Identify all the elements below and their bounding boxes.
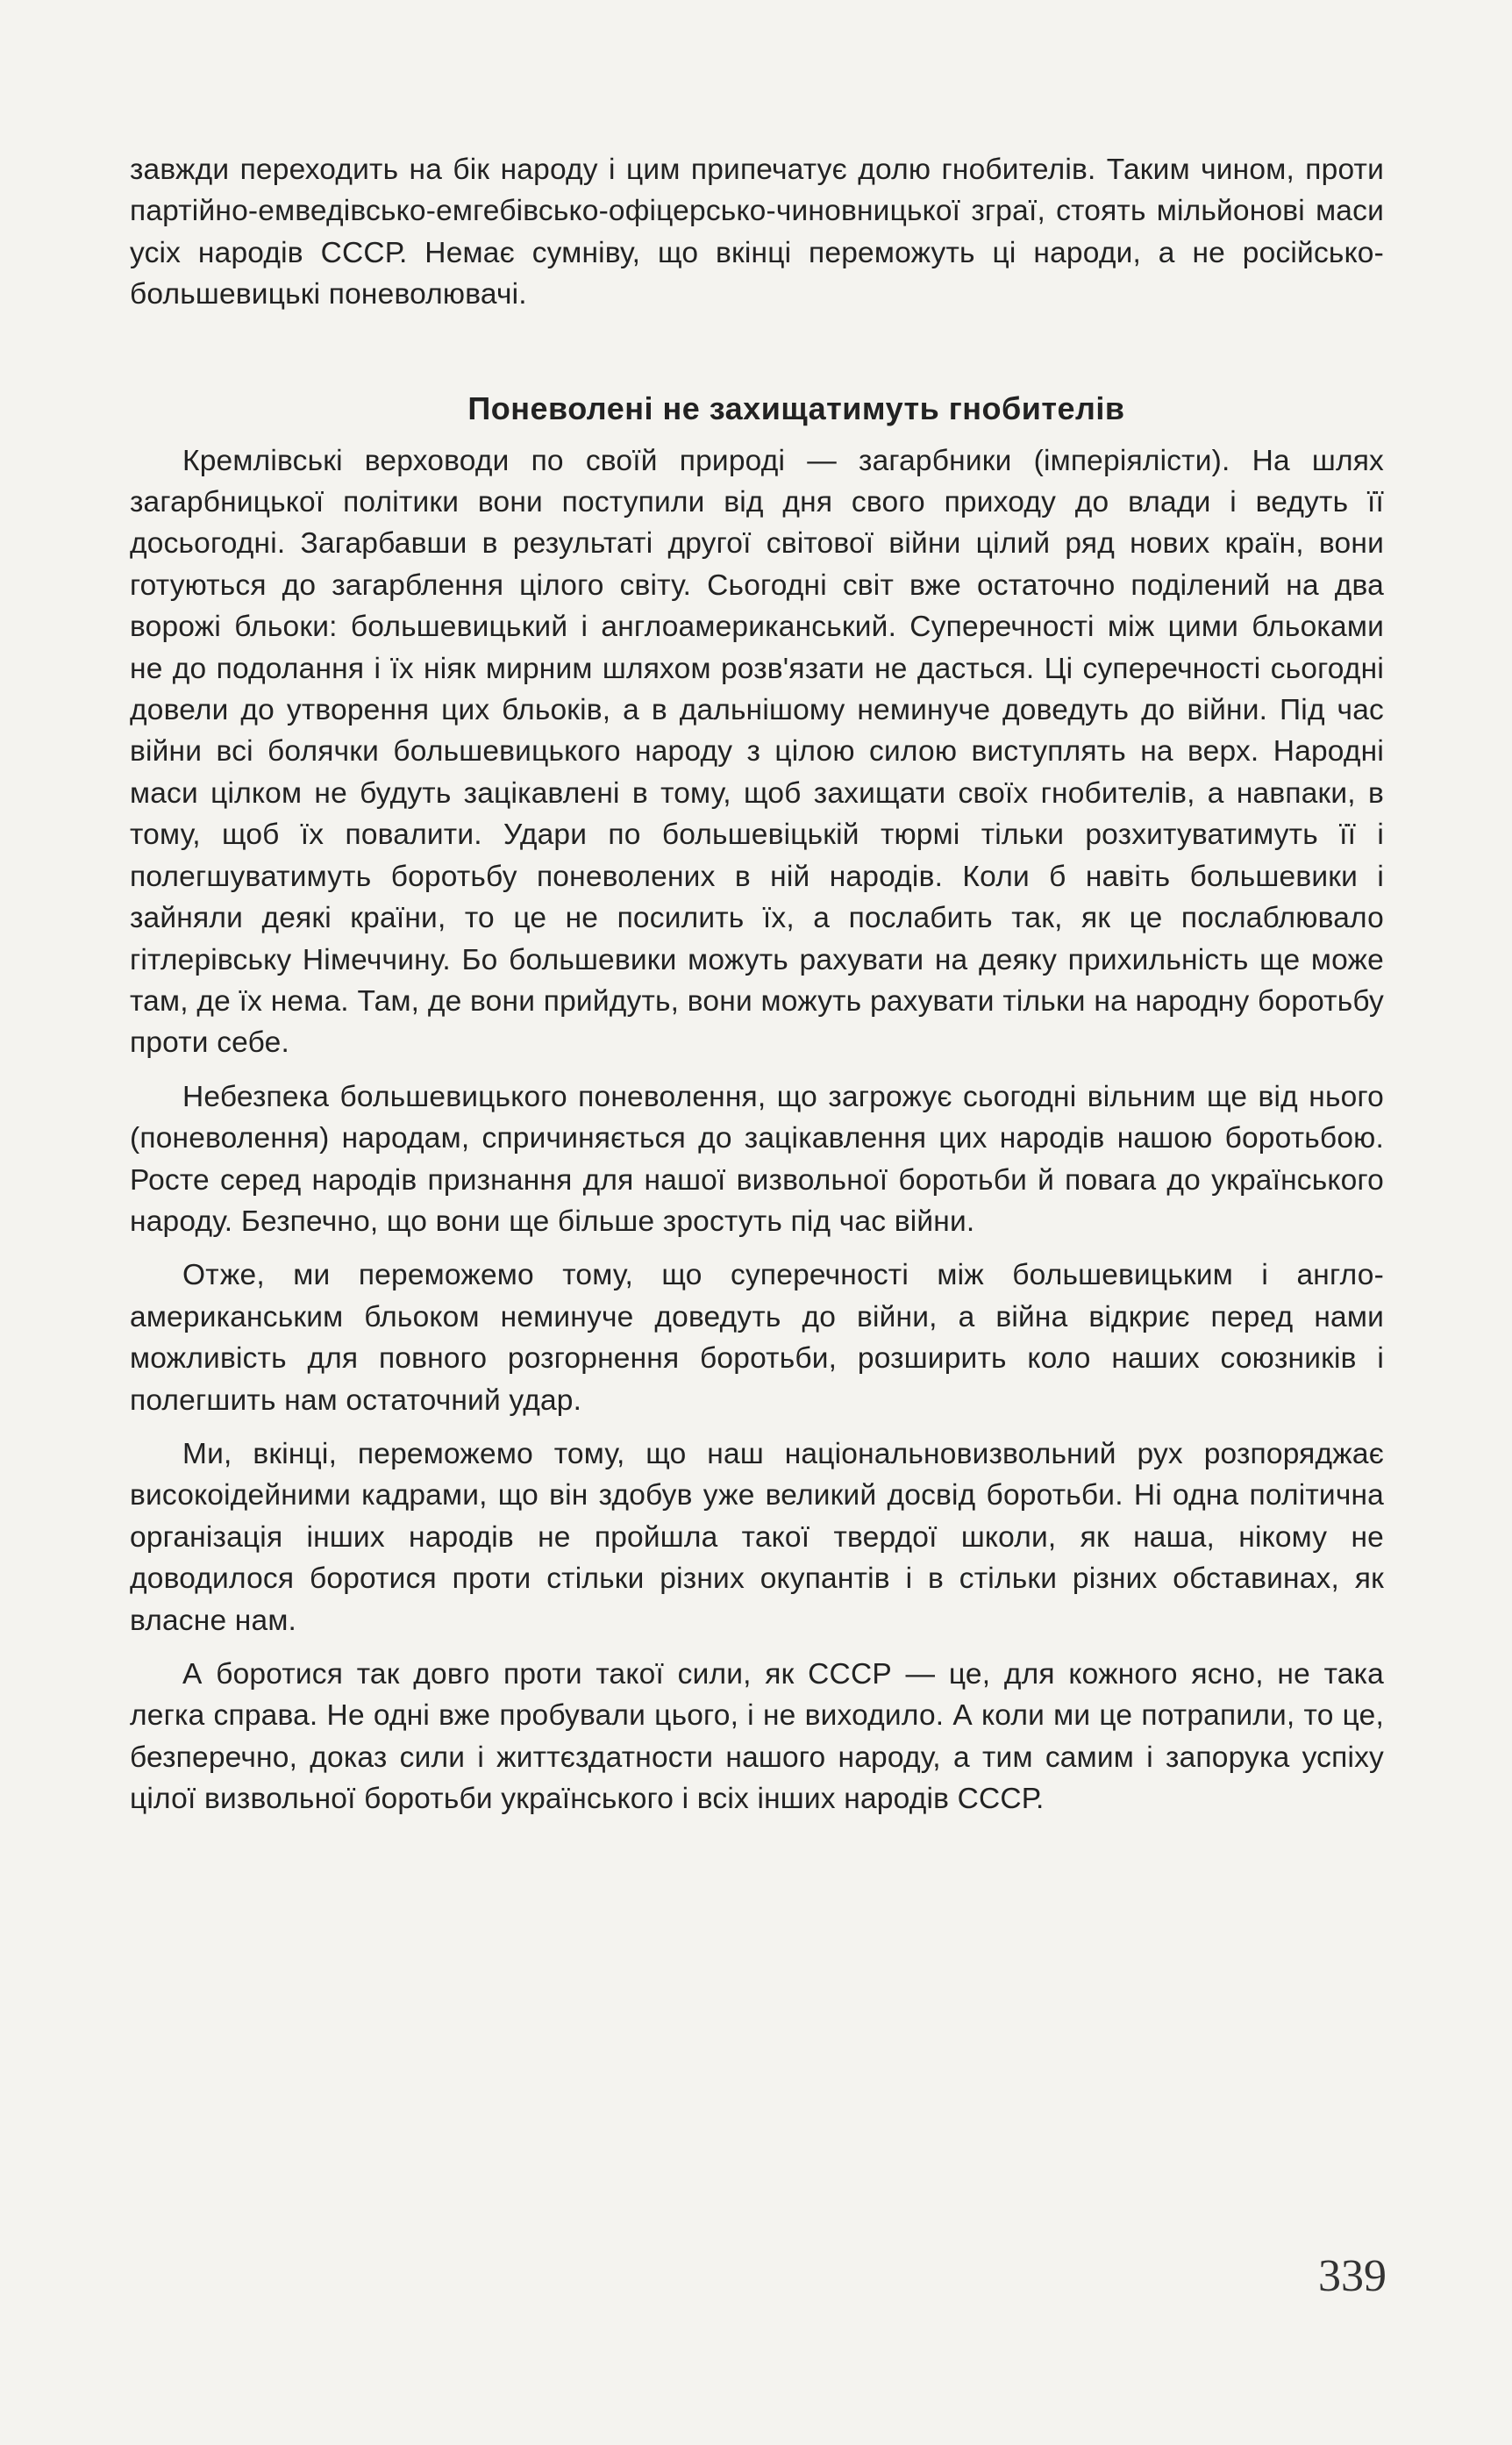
body-paragraph-3: Отже, ми переможемо тому, що суперечності між большевицьким і англо-американським бльоком неминуче доведуть до війни, а війна відкриє перед нами можливість для повного розгорнення боротьби, розширить коло наших союзників і полегшить нам остаточний удар. — [130, 1259, 1384, 1417]
section-heading: Поневолені не захищатимуть гнобителів — [467, 390, 1125, 426]
body-paragraph-2: Небезпека большевицького поневолення, що загрожує сьогодні вільним ще від нього (поневолення) народам, спричиняється до зацікавлення цих народів нашою боротьбою. Росте серед народів признання для нашої визвольної боротьби й повага до українського народу. Безпечно, що вони ще більше зростуть під час війни. — [130, 1080, 1384, 1238]
intro-paragraph: завжди переходить на бік народу і цим припечатує долю гнобителів. Таким чином, проти партійно-емведівсько-емгебівсько-офіцерсько-чиновницької зграї, стоять мільйонові маси усіх народів СССР. Немає сумніву, що вкінці переможуть ці народи, а не російсько-большевицькі поневолювачі. — [130, 154, 1384, 311]
page-number: 339 — [1318, 2251, 1387, 2301]
body-paragraph-1: Кремлівські верховоди по своїй природі — загарбники (імперіялісти). На шлях загарбницької політики вони поступили від дня свого приходу до влади і ведуть її досьогодні. Загарбавши в результаті другої світової війни цілий ряд нових країн, вони готуються до загарблення цілого світу. Сьогодні світ вже остаточно поділений на два ворожі бльоки: большевицький і англоамериканський. Суперечності між цими бльоками не до подолання і їх ніяк мирним шляхом розв'язати не дасться. Ці суперечності сьогодні довели до утворення цих бльоків, а в дальнішому неминуче доведуть до війни. Під час війни всі болячки большевицького народу з цілою силою виступлять на верх. Народні маси цілком не будуть зацікавлені в тому, щоб захищати своїх гнобителів, а навпаки, в тому, щоб їх повалити. Удари по большевіцькій тюрмі тільки розхитуватимуть її і полегшуватимуть боротьбу поневолених в ній народів. Коли б навіть большевики і зайняли деякі країни, то це не посилить їх, а послабить так, як це послаблювало гітлерівську Німеччину. Бо большевики можуть рахувати на деяку прихильність ще може там, де їх нема. Там, де вони прийдуть, вони можуть рахувати тільки на народну боротьбу проти себе. — [130, 444, 1384, 1060]
body-paragraph-5: А боротися так довго проти такої сили, як СССР — це, для кожного ясно, не така легка справа. Не одні вже пробували цього, і не виходило. А коли ми це потрапили, то це, безперечно, доказ сили і життєздатности нашого народу, а тим самим і запорука успіху цілої визвольної боротьби українського і всіх інших народів СССР. — [130, 1658, 1384, 1816]
document-page — [130, 149, 1384, 1820]
body-paragraph-4: Ми, вкінці, переможемо тому, що наш національновизвольний рух розпоряджає високоідейними кадрами, що він здобув уже великий досвід боротьби. Ні одна політична організація інших народів не пройшла такої твердої школи, як наша, нікому не доводилося боротися проти стільки різних окупантів і в стільки різних обставинах, як власне нам. — [130, 1437, 1384, 1637]
